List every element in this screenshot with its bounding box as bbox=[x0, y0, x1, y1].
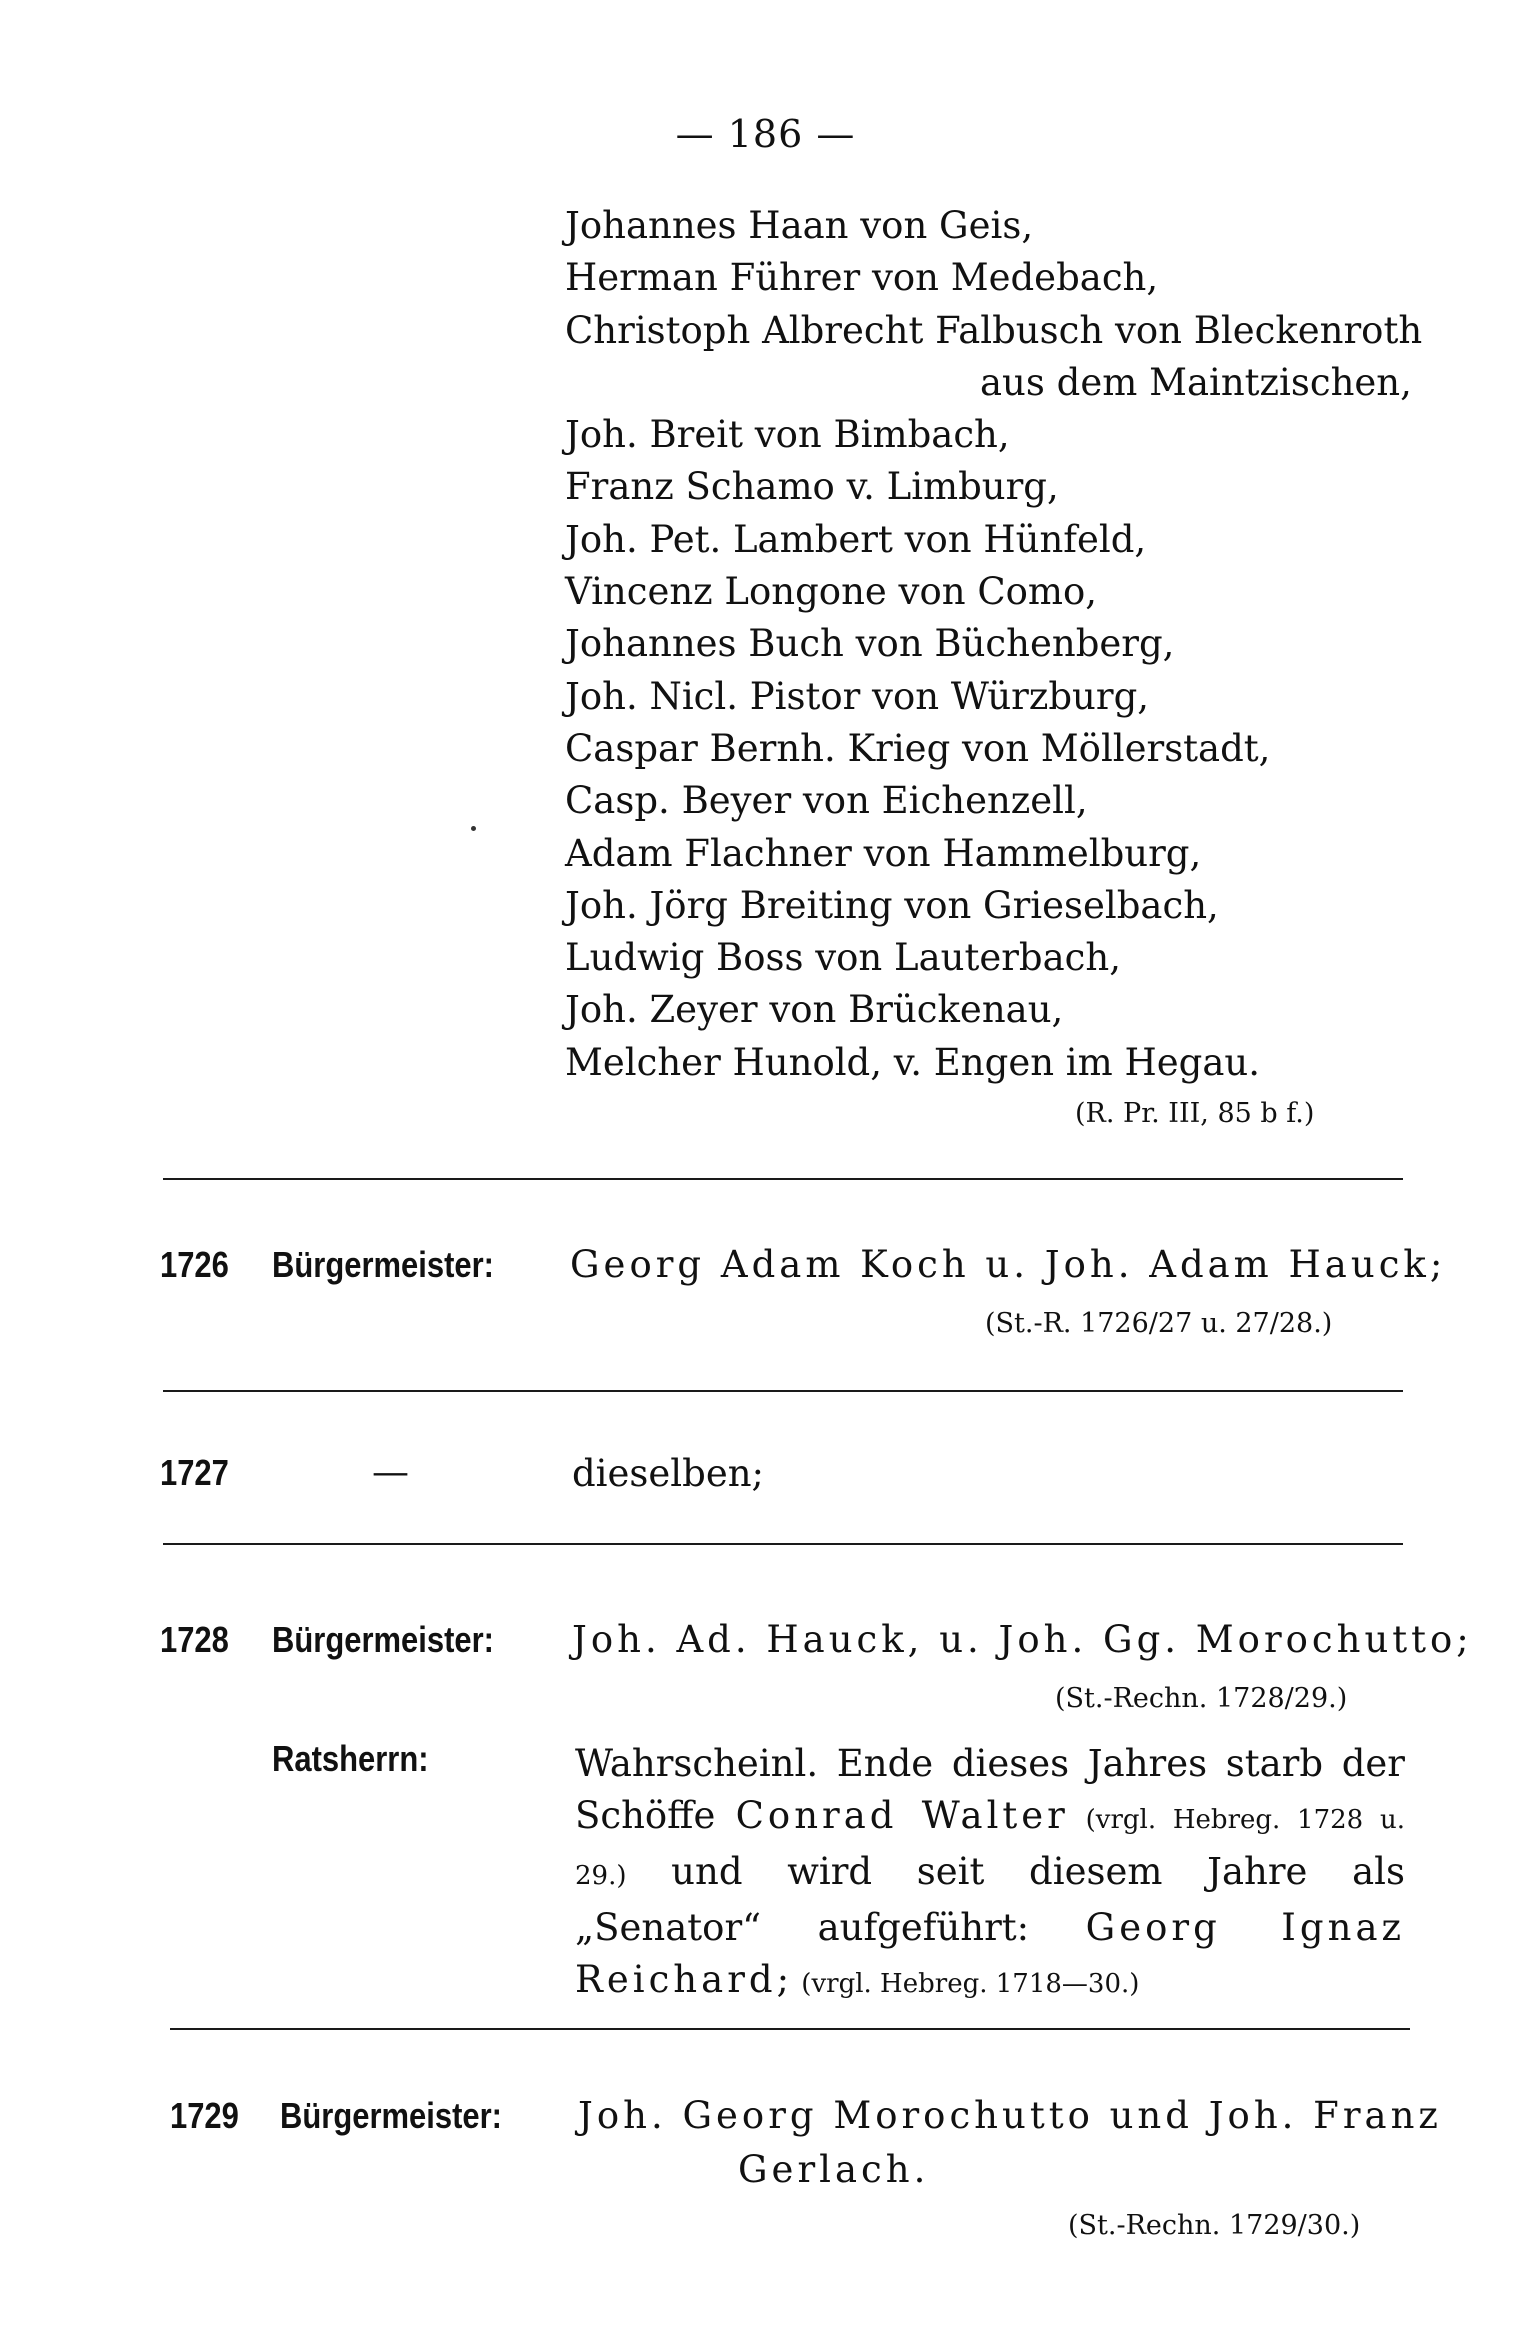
entry-1727-dash: — bbox=[372, 1450, 409, 1493]
divider bbox=[170, 2028, 1410, 2030]
entry-1729-source: (St.-Rechn. 1729/30.) bbox=[1068, 2210, 1361, 2241]
list-item: Joh. Pet. Lambert von Hünfeld, bbox=[565, 517, 1147, 561]
reference-note: (vrgl. Hebreg. 1728 u. 29.) bbox=[575, 1805, 1405, 1891]
list-item: Vincenz Longone von Como, bbox=[565, 570, 1098, 614]
page-number: — 186 — bbox=[675, 112, 856, 156]
entry-1727-text: dieselben; bbox=[572, 1452, 765, 1495]
list-item: Johannes Haan von Geis, bbox=[565, 204, 1034, 247]
list-item: Joh. Jörg Breiting von Grieselbach, bbox=[565, 883, 1219, 927]
list-item: Joh. Breit von Bimbach, bbox=[565, 413, 1010, 457]
list-item: Joh. Nicl. Pistor von Würzburg, bbox=[565, 674, 1150, 718]
role-ratsherrn-1728: Ratsherrn: bbox=[272, 1738, 429, 1779]
role-buergermeister-1729: Bürgermeister: bbox=[280, 2095, 502, 2136]
list-item: Herman Führer von Medebach, bbox=[565, 256, 1159, 300]
list-item: Ludwig Boss von Lauterbach, bbox=[565, 936, 1121, 980]
list-item: Melcher Hunold, v. Engen im Hegau. bbox=[565, 1040, 1260, 1084]
year-1727: 1727 bbox=[160, 1452, 229, 1493]
divider bbox=[163, 1543, 1403, 1545]
list-item: Johannes Buch von Büchenberg, bbox=[565, 622, 1175, 666]
role-buergermeister-1728: Bürgermeister: bbox=[272, 1619, 494, 1660]
list-item: Caspar Bernh. Krieg von Möllerstadt, bbox=[565, 726, 1271, 770]
role-buergermeister-1726: Bürgermeister: bbox=[272, 1244, 494, 1285]
paragraph-text: und wird seit diesem Jahre als „Senator“ aufgeführt: bbox=[575, 1850, 1405, 1949]
entry-1726-source: (St.-R. 1726/27 u. 27/28.) bbox=[985, 1308, 1333, 1339]
entry-1728-source: (St.-Rechn. 1728/29.) bbox=[1055, 1683, 1348, 1714]
year-1726: 1726 bbox=[160, 1244, 229, 1285]
names-source: (R. Pr. III, 85 b f.) bbox=[1075, 1098, 1315, 1129]
entry-1728-paragraph bbox=[575, 1738, 1405, 2010]
year-1729: 1729 bbox=[170, 2095, 239, 2136]
entry-1729-text-line1: Joh. Georg Morochutto und Joh. Franz bbox=[578, 2094, 1442, 2137]
ink-dot bbox=[471, 826, 476, 831]
list-item: Joh. Zeyer von Brückenau, bbox=[565, 988, 1064, 1032]
entry-1728-text: Joh. Ad. Hauck, u. Joh. Gg. Morochutto; bbox=[572, 1618, 1473, 1661]
person-name-georg-ignaz-reichard: Georg Ignaz Reichard; bbox=[575, 1906, 1405, 2001]
list-item: Christoph Albrecht Falbusch von Bleckenroth bbox=[565, 308, 1423, 352]
list-item: Franz Schamo v. Limburg, bbox=[565, 465, 1059, 509]
list-item: Casp. Beyer von Eichenzell, bbox=[565, 779, 1088, 823]
person-name-conrad-walter: Conrad Walter bbox=[735, 1794, 1069, 1837]
year-1728: 1728 bbox=[160, 1619, 229, 1660]
entry-1726-text: Georg Adam Koch u. Joh. Adam Hauck; bbox=[570, 1243, 1447, 1286]
divider bbox=[163, 1178, 1403, 1180]
paragraph-text: Wahrscheinl. Ende dieses Jahres starb der Schöffe bbox=[575, 1742, 1405, 1837]
list-item: aus dem Maintzischen, bbox=[980, 360, 1412, 404]
names-list bbox=[565, 200, 1423, 1089]
divider bbox=[163, 1390, 1403, 1392]
entry-1729-text-line2: Gerlach. bbox=[738, 2148, 930, 2191]
list-item: Adam Flachner von Hammelburg, bbox=[565, 831, 1202, 875]
reference-note: (vrgl. Hebreg. 1718—30.) bbox=[793, 1969, 1140, 1999]
